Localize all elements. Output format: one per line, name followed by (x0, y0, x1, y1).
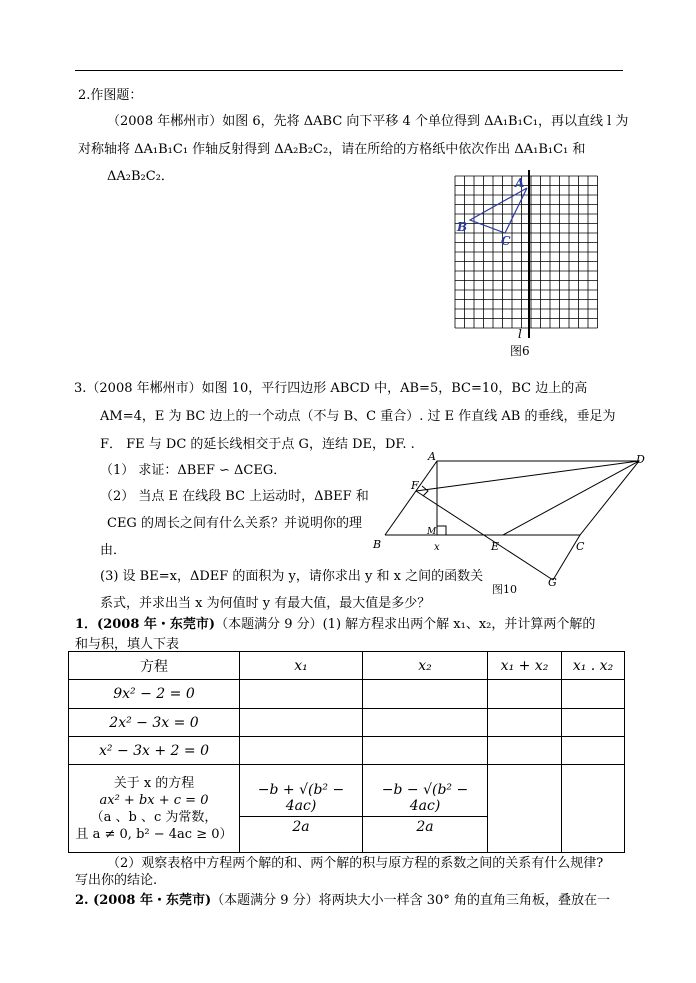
label-e: E (491, 540, 500, 553)
general-equation-cell (69, 765, 240, 853)
answer-cell[interactable] (562, 709, 625, 737)
label-a: A (515, 176, 525, 190)
section3-q2a: （2） 当点 E 在线段 BC 上运动时，ΔBEF 和 (100, 489, 369, 504)
answer-cell[interactable] (240, 737, 363, 765)
figure-6-caption: 图6 (510, 344, 530, 358)
x2-formula (363, 782, 487, 835)
equation-cell: x² − 3x + 2 = 0 (69, 737, 240, 765)
general-label4: 且 a ≠ 0, b² − 4ac ≥ 0） (75, 826, 233, 842)
section2-line1: （2008 年郴州市）如图 6，先将 ΔABC 向下平移 4 个单位得到 ΔA₁B₁C₁，再以直线 l 为 (107, 114, 629, 129)
header-x1: x₁ (240, 652, 363, 680)
x1-formula (240, 782, 362, 835)
answer-cell[interactable] (488, 680, 562, 709)
answer-cell[interactable] (363, 680, 488, 709)
label-x: x (434, 542, 440, 553)
label-m: M (427, 527, 437, 537)
section3-q2b: CEG 的周长之间有什么关系？并说明你的理 (107, 516, 362, 531)
line-df (416, 461, 639, 491)
section2-line3: ΔA₂B₂C₂． (107, 169, 174, 184)
figure-10 (370, 448, 650, 598)
table-row-general (69, 765, 625, 853)
header-equation: 方程 (69, 652, 240, 680)
label-l: l (518, 327, 522, 341)
x2-formula-cell (363, 765, 488, 853)
header-sum: x₁ + x₂ (488, 652, 562, 680)
label-b: B (373, 538, 382, 551)
parallelogram-abcd (385, 461, 639, 535)
top-rule (75, 70, 623, 71)
section3-q3a: (3) 设 BE=x，ΔDEF 的面积为 y，请你求出 y 和 x 之间的函数关 (100, 569, 484, 584)
section3-line3: F． FE 与 DC 的延长线相交于点 G，连结 DE，DF. . (100, 437, 415, 452)
answer-cell[interactable] (562, 765, 625, 853)
header-x2: x₂ (363, 652, 488, 680)
table-row (69, 680, 625, 709)
table-row (69, 737, 625, 765)
problem1-title: 1．(2008 年・东莞市) (75, 617, 216, 632)
equation-cell: 9x² − 2 = 0 (69, 680, 240, 709)
label-f: F (411, 479, 419, 492)
x2-denominator: 2a (416, 819, 434, 835)
problem1-line (75, 613, 595, 632)
answer-cell[interactable] (562, 680, 625, 709)
problem1-part2b: 写出你的结论. (75, 873, 158, 888)
problem1-part2a: （2）观察表格中方程两个解的和、两个解的积与原方程的系数之间的关系有什么规律? (107, 856, 604, 871)
label-c: C (501, 234, 511, 248)
grid-lines (455, 176, 598, 328)
figure-10-caption: 图10 (492, 583, 517, 596)
general-label2: ax² + bx + c = 0 (99, 792, 209, 808)
x1-denominator: 2a (292, 819, 310, 835)
problem2-line (75, 889, 610, 908)
line-de (503, 461, 639, 535)
equation-table (68, 651, 625, 853)
table-row (69, 709, 625, 737)
answer-cell[interactable] (488, 765, 562, 853)
section3-line1: 3.（2008 年郴州市）如图 10，平行四边形 ABCD 中，AB=5，BC=10，BC 边上的高 (74, 381, 588, 396)
x2-numerator: −b − √(b² − 4ac) (363, 782, 487, 817)
header-product: x₁ . x₂ (562, 652, 625, 680)
x1-numerator: −b + √(b² − 4ac) (240, 782, 362, 817)
answer-cell[interactable] (488, 737, 562, 765)
problem2-text: （本题满分 9 分）将两块大小一样含 30° 角的直角三角板，叠放在一 (211, 893, 610, 908)
answer-cell[interactable] (363, 737, 488, 765)
answer-cell[interactable] (240, 709, 363, 737)
label-b: B (457, 220, 468, 234)
problem1-intro2: 和与积，填人下表 (75, 637, 180, 652)
problem1-intro: （本题满分 9 分）(1) 解方程求出两个解 x₁、x₂，并计算两个解的 (215, 617, 596, 632)
answer-cell[interactable] (562, 737, 625, 765)
label-g: G (548, 576, 557, 589)
section3-line2: AM=4，E 为 BC 边上的一个动点（不与 B、C 重合）. 过 E 作直线 AB 的垂线，垂足为 (100, 409, 616, 424)
table-header-row (69, 652, 625, 680)
answer-cell[interactable] (240, 680, 363, 709)
section2-line2: 对称轴将 ΔA₁B₁C₁ 作轴反射得到 ΔA₂B₂C₂，请在所给的方格纸中依次作出 ΔA₁B₁C₁ 和 (78, 142, 586, 157)
general-label3: （a 、b 、c 为常数， (90, 809, 218, 825)
label-a: A (428, 450, 436, 463)
label-c: C (576, 540, 585, 553)
section2-heading: 2.作图题： (78, 88, 143, 103)
section3-q3b: 系式，并求出当 x 为何值时 y 有最大值，最大值是多少？ (100, 596, 431, 611)
answer-cell[interactable] (488, 709, 562, 737)
figure-6-grid (440, 168, 620, 363)
equation-cell: 2x² − 3x = 0 (69, 709, 240, 737)
x1-formula-cell (240, 765, 363, 853)
section3-q1: （1） 求证：ΔBEF ∽ ΔCEG． (100, 463, 287, 478)
problem2-title: 2. (2008 年・东莞市) (75, 893, 212, 908)
general-label1: 关于 x 的方程 (113, 775, 195, 791)
section3-q2c: 由． (100, 543, 127, 558)
label-d: D (636, 453, 645, 466)
answer-cell[interactable] (363, 709, 488, 737)
